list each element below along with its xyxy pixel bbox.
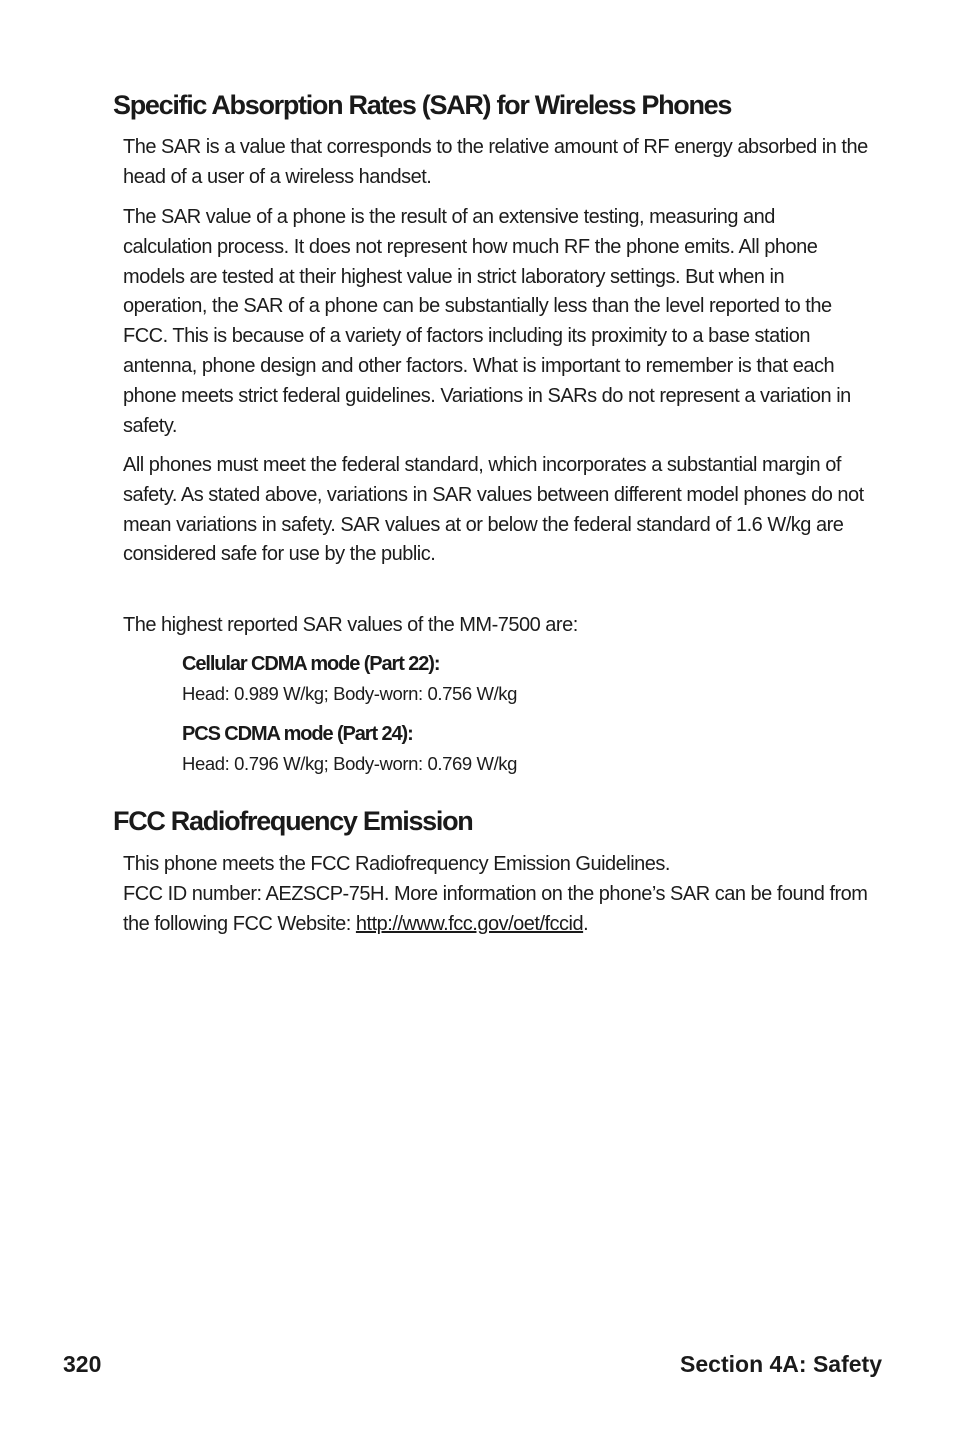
- cellular-mode-values: Head: 0.989 W/kg; Body-worn: 0.756 W/kg: [182, 683, 518, 704]
- section-label: Section 4A: Safety: [680, 1351, 882, 1377]
- fcc-website-link[interactable]: http://www.fcc.gov/oet/fccid: [355, 912, 584, 935]
- sar-paragraph-testing: The SAR value of a phone is the result of an extensive testing, measuring and calculation process. It does not represent how much RF the phone emits. All phone models are tested at their highest value in strict laboratory settings. But when in operation, the SAR of a phone can be substantially less than the level reported to the FCC. This is because of a variety of factors including its proximity to a base station antenna, phone design and other factors. What is important to remember is that each phone meets strict federal guidelines. Variations in SARs do not represent a variation in safety.: [123, 206, 851, 437]
- pcs-mode-label: PCS CDMA mode (Part 24):: [182, 723, 413, 745]
- fcc-id-text: FCC ID number: AEZSCP-75H. More information on the phone’s SAR can be found from the following FCC Website:: [123, 883, 868, 935]
- page-number: 320: [63, 1351, 102, 1377]
- cellular-mode-label: Cellular CDMA mode (Part 22):: [182, 653, 440, 675]
- sar-paragraph-highest-values: The highest reported SAR values of the MM-7500 are:: [123, 614, 578, 636]
- pcs-mode-values: Head: 0.796 W/kg; Body-worn: 0.769 W/kg: [182, 753, 518, 774]
- fcc-guidelines-line: This phone meets the FCC Radiofrequency Emission Guidelines.: [123, 853, 670, 875]
- sar-paragraph-definition: The SAR is a value that corresponds to the relative amount of RF energy absorbed in the head of a user of a wireless handset.: [123, 136, 868, 188]
- fcc-id-paragraph: [123, 880, 868, 940]
- fcc-section-heading: FCC Radiofrequency Emission: [113, 806, 473, 836]
- fcc-period: .: [583, 912, 589, 935]
- sar-section-heading: Specific Absorption Rates (SAR) for Wireless Phones: [113, 90, 732, 120]
- sar-paragraph-standard: All phones must meet the federal standard, which incorporates a substantial margin of safety. As stated above, variations in SAR values between different model phones do not mean variations in safety. SAR values at or below the federal standard of 1.6 W/kg are considered safe for use by the public.: [123, 454, 864, 566]
